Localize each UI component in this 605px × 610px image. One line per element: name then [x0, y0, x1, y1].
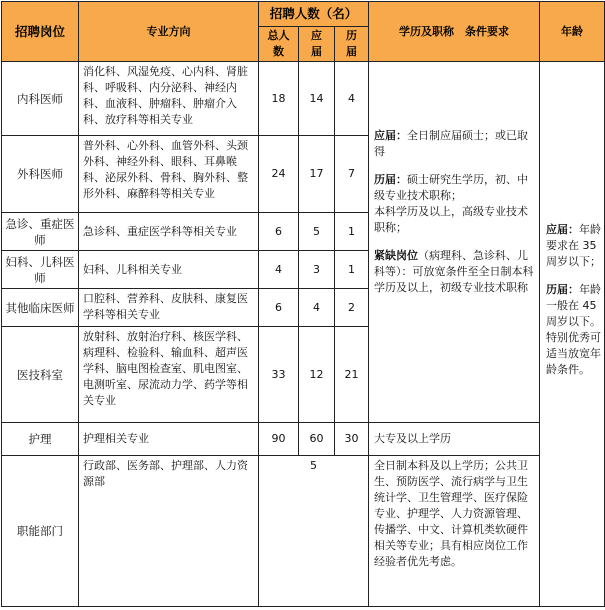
qual-past: 历届：硕士研究生学历，初、中级专业技术职称；: [374, 173, 529, 202]
position-cell: 妇科、儿科医师: [2, 251, 79, 289]
past-cell: 4: [335, 62, 369, 136]
header-past: 历届: [335, 27, 369, 62]
past-cell: 1: [335, 251, 369, 289]
major-cell: 急诊科、重症医学科等相关专业: [79, 213, 259, 251]
past-cell: 30: [335, 423, 369, 456]
total-cell: 4: [259, 251, 299, 289]
past-cell: 2: [335, 289, 369, 327]
total-cell: 18: [259, 62, 299, 136]
position-cell: 其他临床医师: [2, 289, 79, 327]
position-cell: 护理: [2, 423, 79, 456]
major-cell: 口腔科、营养科、皮肤科、康复医学科等相关专业: [79, 289, 259, 327]
header-major: 专业方向: [79, 2, 259, 62]
position-cell: 急诊、重症医师: [2, 213, 79, 251]
age-fresh: 应届：年龄要求在 35 周岁以下；: [546, 223, 602, 268]
qualification-admin-cell: 全日制本科及以上学历；公共卫生、预防医学、流行病学与卫生统计学、卫生管理学、医疗保险专业、护理学、人力资源管理、传播学、中文、计算机类软硬件相关等专业；具有相应岗位工作经验者优先考虑。: [369, 456, 540, 607]
major-cell: 行政部、医务部、护理部、人力资源部: [79, 456, 259, 607]
fresh-cell: 60: [299, 423, 335, 456]
major-cell: 放射科、放射治疗科、核医学科、病理科、检验科、输血科、超声医学科、脑电图检查室、肌电图室、电测听室、尿流动力学、药学等相关专业: [79, 327, 259, 423]
qualification-main-cell: [369, 62, 540, 423]
fresh-cell: 12: [299, 327, 335, 423]
position-cell: 职能部门: [2, 456, 79, 607]
header-age: 年龄: [540, 2, 605, 62]
qualification-nursing-cell: 大专及以上学历: [369, 423, 540, 456]
fresh-cell: 14: [299, 62, 335, 136]
position-cell: 内科医师: [2, 62, 79, 136]
total-cell: 5: [259, 456, 369, 607]
past-cell: 7: [335, 136, 369, 213]
header-qualification: 学历及职称 条件要求: [369, 2, 540, 62]
position-cell: 医技科室: [2, 327, 79, 423]
fresh-cell: 3: [299, 251, 335, 289]
header-position: 招聘岗位: [2, 2, 79, 62]
major-cell: 护理相关专业: [79, 423, 259, 456]
fresh-cell: 5: [299, 213, 335, 251]
header-fresh: 应届: [299, 27, 335, 62]
past-cell: 21: [335, 327, 369, 423]
qual-scarce: 紧缺岗位（病理科、急诊科、儿科等）：可放宽条件至全日制本科学历及以上，初级专业技术职称: [374, 249, 534, 294]
fresh-cell: 4: [299, 289, 335, 327]
total-cell: 33: [259, 327, 299, 423]
fresh-cell: 17: [299, 136, 335, 213]
major-cell: 妇科、儿科相关专业: [79, 251, 259, 289]
qual-fresh: 应届：全日制应届硕士；或已取得: [374, 129, 529, 158]
major-cell: 普外科、心外科、血管外科、头颈外科、神经外科、眼科、耳鼻喉科、泌尿外科、骨科、胸外科、整形外科、麻醉科等相关专业: [79, 136, 259, 213]
header-count-group: 招聘人数（名）: [259, 2, 369, 27]
past-cell: 1: [335, 213, 369, 251]
total-cell: 6: [259, 213, 299, 251]
recruitment-table: [1, 1, 605, 607]
major-cell: 消化科、风湿免疫、心内科、肾脏科、呼吸科、内分泌科、神经内科、血液科、肿瘤科、肿瘤介入科、放疗科等相关专业: [79, 62, 259, 136]
qual-past-2: 本科学历及以上，高级专业技术职称；: [374, 205, 529, 234]
table-row: [2, 423, 605, 456]
table-row: [2, 456, 605, 607]
header-total: 总人数: [259, 27, 299, 62]
position-cell: 外科医师: [2, 136, 79, 213]
total-cell: 90: [259, 423, 299, 456]
total-cell: 6: [259, 289, 299, 327]
total-cell: 24: [259, 136, 299, 213]
age-cell: [540, 62, 605, 607]
age-past: 历届：年龄一般在 45 周岁以下。特别优秀可适当放宽年龄条件。: [546, 283, 602, 376]
table-row: [2, 62, 605, 136]
